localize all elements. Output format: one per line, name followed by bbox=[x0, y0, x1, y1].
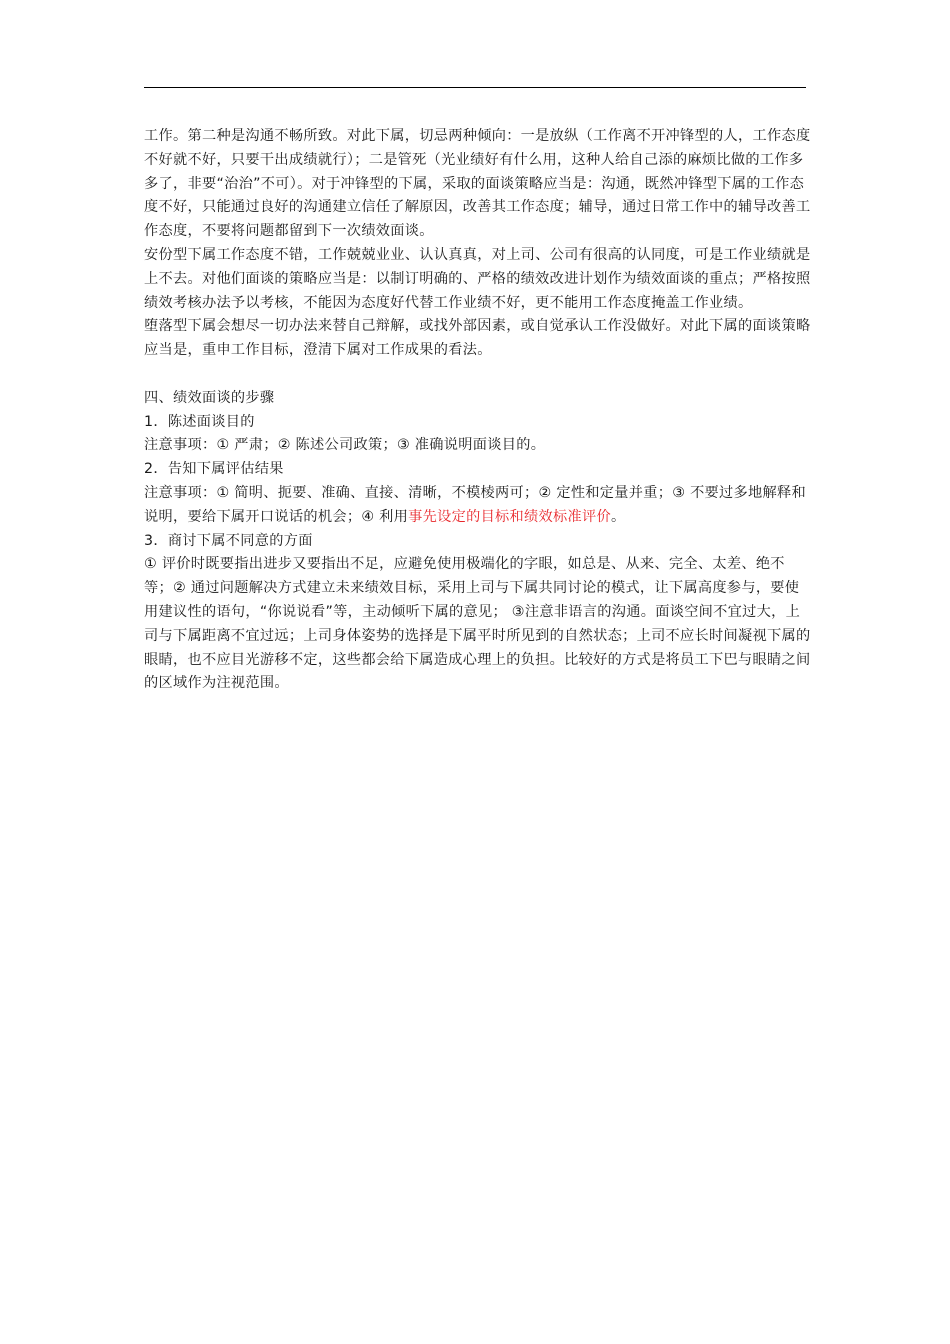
header-rule bbox=[144, 87, 806, 88]
step2-heading: 2．告知下属评估结果 bbox=[144, 461, 284, 478]
step1-heading: 1．陈述面谈目的 bbox=[144, 413, 255, 430]
step1-note: 注意事项：① 严肃；② 陈述公司政策；③ 准确说明面谈目的。 bbox=[144, 437, 546, 454]
step3-heading: 3．商讨下属不同意的方面 bbox=[144, 532, 313, 549]
paragraph-steady-type: 安份型下属工作态度不错，工作兢兢业业、认认真真，对上司、公司有很高的认同度，可是工作业绩就是上不去。对他们面谈的策略应当是：以制订明确的、严格的绩效改进计划作为绩效面谈的重点；严格按照绩效考核办法予以考核，不能因为态度好代替工作业绩不好，更不能用工作态度掩盖工作业绩。 bbox=[144, 246, 811, 311]
step2-note-end: 。 bbox=[610, 508, 626, 525]
section-heading: 四、绩效面谈的步骤 bbox=[144, 389, 275, 406]
paragraph-rushing-type: 工作。第二种是沟通不畅所致。对此下属，切忌两种倾向：一是放纵（工作离不开冲锋型的人，工作态度不好就不好，只要干出成绩就行）；二是管死（光业绩好有什么用，这种人给自己添的麻烦比做的工作多多了，非要“治治”不可）。对于冲锋型的下属，采取的面谈策略应当是：沟通，既然冲锋型下属的工作态度不好，只能通过良好的沟通建立信任了解原因，改善其工作态度；辅导，通过日常工作中的辅导改善工作态度，不要将问题都留到下一次绩效面谈。 bbox=[144, 128, 811, 240]
step2-note bbox=[144, 482, 812, 530]
paragraph-fallen-type: 堕落型下属会想尽一切办法来替自己辩解，或找外部因素，或自觉承认工作没做好。对此下属的面谈策略应当是，重申工作目标，澄清下属对工作成果的看法。 bbox=[144, 318, 811, 359]
blank-line bbox=[144, 363, 812, 387]
step2-note-highlight: 事先设定的目标和绩效标准评价 bbox=[408, 508, 611, 525]
step3-note: ① 评价时既要指出进步又要指出不足，应避免使用极端化的字眼，如总是、从来、完全、太差、绝不等；② 通过问题解决方式建立未来绩效目标，采用上司与下属共同讨论的模式，让下属高度参与，要使用建议性的语句，“你说说看”等，主动倾听下属的意见； ③注意非语言的沟通。面谈空间不宜过大，上司与下属距离不宜过远；上司身体姿势的选择是下属平时所见到的自然状态；上司不应长时间凝视下属的眼睛，也不应目光游移不定，这些都会给下属造成心理上的负担。比较好的方式是将员工下巴与眼睛之间的区域作为注视范围。 bbox=[144, 556, 811, 692]
step2-note-text: 注意事项：① 简明、扼要、准确、直接、清晰，不模棱两可；② 定性和定量并重；③ 不要过多地解释和说明，要给下属开口说话的机会；④ 利用 bbox=[144, 484, 806, 525]
document-body bbox=[144, 125, 812, 696]
